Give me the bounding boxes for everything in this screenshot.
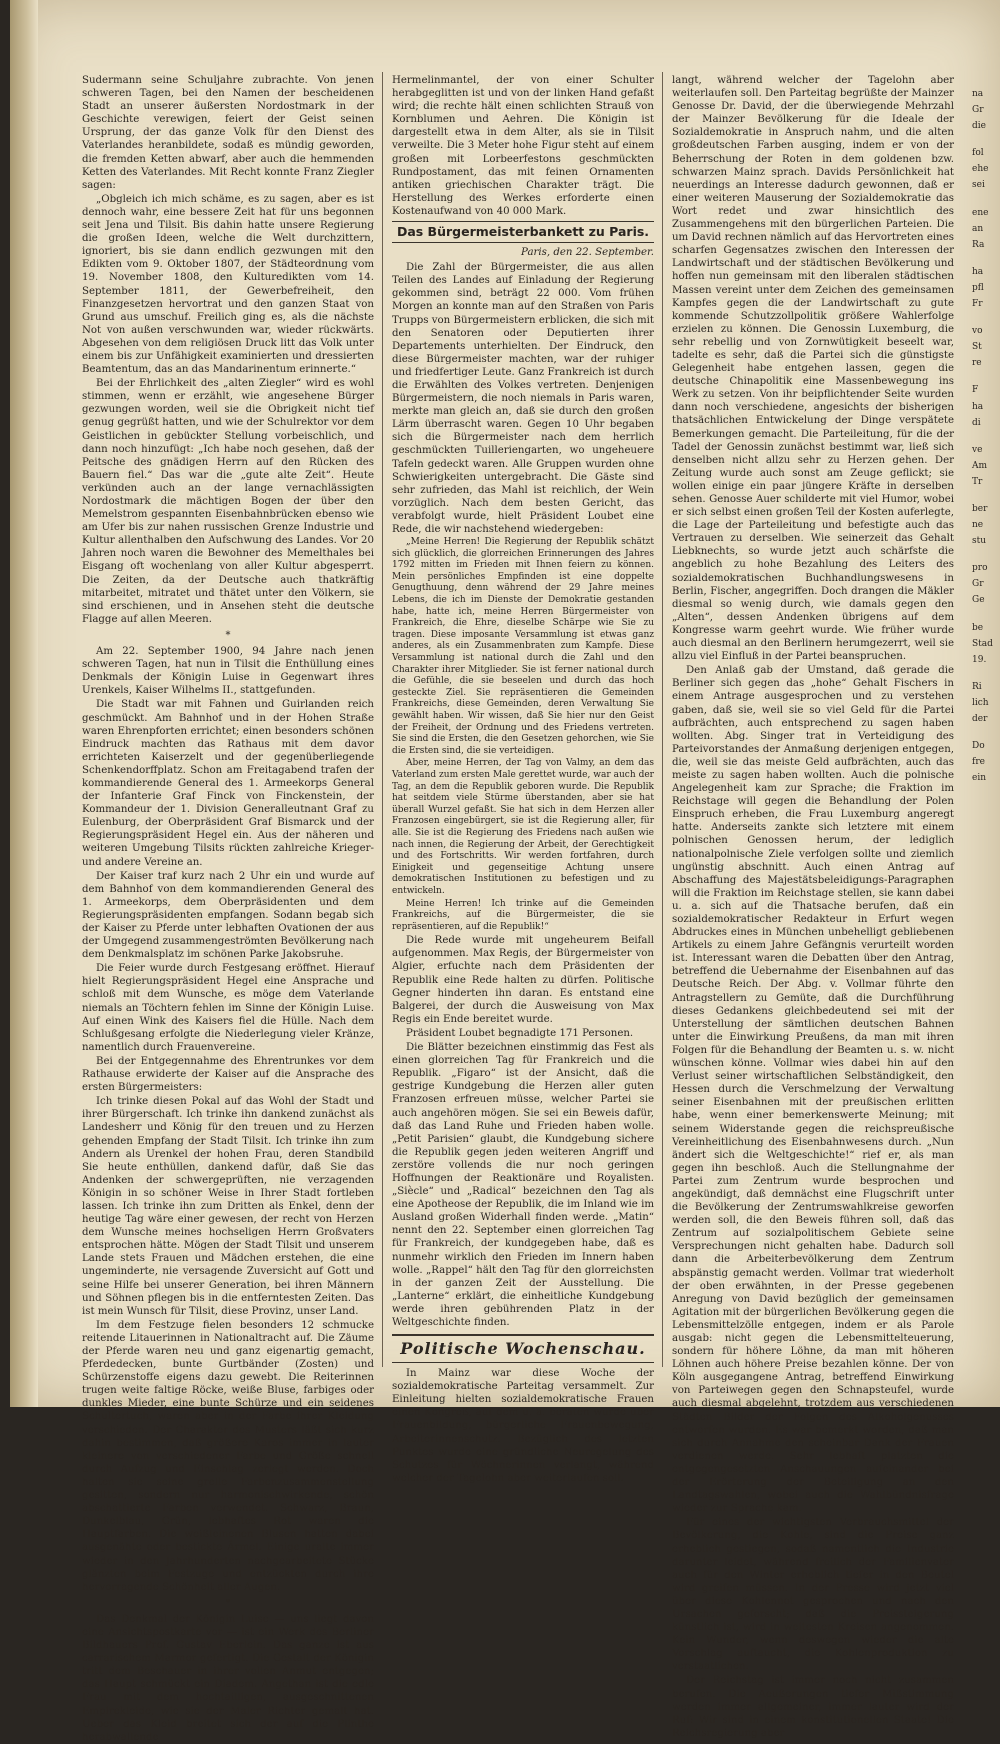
edge-fragment: ehe <box>972 164 989 175</box>
edge-fragment: an <box>972 223 984 234</box>
col3-paragraph: Den Anlaß gab der Umstand, daß gerade die Berliner sich gegen das „hohe“ Gehalt Fischers in einem Antrage ausgesprochen und zu verstehen gaben, daß sie, weil sie so viel Geld für die Partei aufbrächten, auch entsprechend zu sagen haben wollten. Abg. Singer trat in Verteidigung des Parteivorstandes der Anmaßung derjenigen entgegen, die, weil sie das meiste Geld aufbrächten, auch das meiste zu sagen haben wollten. Auch die polnische Angelegenheit kam zur Sprache; die Fraktion im Reichstage will gegen die Behandlung der Polen Einspruch erheben, die Frau Luxemburg angeregt hatte. Anderseits zankte sich letztere mit einem polnischen Genossen herum, der lediglich nationalpolnische Ziele verfolgen sollte und ziemlich ungünstig abschnitt. Auch einen Antrag auf Abschaffung des Majestätsbeleidigungs-Paragraphen will die Fraktion im Reichstage stellen, sie kann dabei u. a. sich auf die Thatsache berufen, daß ein sozialdemokratischer Redakteur in Erfurt wegen Abdruckes eines in München unbehelligt gebliebenen Artikels zu einem Jahre Gefängnis verurteilt worden ist. Interessant waren die Debatten über den Antrag, betreffend die Uebernahme der Eisenbahnen auf das Deutsche Reich. Der Abg. v. Vollmar führte den Antragstellern zu Gemüte, daß die Durchführung dieses Gedankens gleichbedeutend sei mit der Unterstellung der sämtlichen deutschen Bahnen unter die Einwirkung Preußens, da man mit ihren Folgen für die Behandlung der Beamten u. s. w. nicht wünschen könne. Vollmar wies dabei hin auf den Verlust seiner wirtschaftlichen Selbständigkeit, den Hessen durch die Verschmelzung der Verwaltung seiner Eisenbahnen mit der preußischen erlitten habe, wenn einer bemerkenswerte Meinung; mit seinem Widerstande gegen die reichspreußische Vereinheitlichung des Eisenbahnwesens durch. „Nun ändert sich die Weltgeschichte!“ rief er, als man gegen ihn beschloß. Auch die Stellungnahme der Partei zum Zentrum wurde besprochen und angekündigt, daß demnächst eine Flugschrift unter die Bevölkerung der Zentrumswahlkreise geworfen werden soll, die den Beweis führen soll, daß das Zentrum auf sozialpolitischem Gebiete seine Versprechungen nicht gehalten habe. Dadurch soll dann die Arbeiterbevölkerung dem Zentrum abspänstig gemacht werden. Vollmar trat wiederholt der oben erwähnten, in der Presse gegebenen Anregung von David bezüglich der gemeinsamen Agitation mit der bürgerlichen Bevölkerung gegen die Lebensmittelzölle entgegen, indem er als Parole ausgab: nicht gegen die Lebensmittelteuerung, sondern für höhere Löhne, da man mit höheren Löhnen auch höhere Preise bezahlen könne. Der von Köln ausgegangene Antrag, betreffend Einwirkung von Parteiwegen gegen den Schnapsteufel, wurde auch diesmal abgelehnt, trotzdem aus verschiedenen Städten Bilder der Folgen des Alkoholgenusses entworfen wurden. Es war bemerkt worden, daß man sich durch Annahme den scheinbar Dank der Frauen verdienen werde. Sehr lebhaft platzten die entgegengesetzten Anschauungen aufeinander bei der Erörterung der Beteiligung an den Landtagswahlen, wobei auch die Wahlbündnisfrage wieder zur Sprache kam. <box>672 665 954 1515</box>
edge-fragment: ein <box>972 773 987 784</box>
column-rule-1 <box>382 72 383 1367</box>
edge-fragment: pro <box>972 563 988 574</box>
section-heading-buergermeisterbankett: Das Bürgermeisterbankett zu Paris. <box>392 221 654 243</box>
col1-paragraph: Die Feier wurde durch Festgesang eröffnet. Hierauf hielt Regierungspräsident Hegel eine Ansprache und schloß mit dem Wunsche, es möge dem Vaterlande niemals an Töchtern fehlen im Sinne der Königin Luise. Auf einen Wink des Kaisers fiel die Hülle. Nach dem Schlußgesang erfolgte die Niederlegung vieler Kränze, namentlich durch Frauenvereine. <box>82 963 374 1053</box>
edge-fragment: na <box>972 89 984 99</box>
adjacent-page-edge-fragments <box>972 74 998 1364</box>
edge-fragment: Gr <box>972 105 984 116</box>
newspaper-page <box>10 0 1000 1743</box>
edge-fragment: re <box>972 358 982 369</box>
page-binding-edge <box>10 0 38 1407</box>
edge-fragment: lich <box>972 697 989 708</box>
col1-paragraph: Die Stadt war mit Fahnen und Guirlanden reich geschmückt. Am Bahnhof und in der Hohen Straße waren Ehrenpforten errichtet; einen besonders schönen Eindruck machten das Rathaus mit dem davor errichteten Kaiserzelt und der gegenüberliegende Schenkendorffplatz. Schon am Freitagabend trafen der kommandierende General des 1. Armeekorps General der Infanterie Graf Finck von Finckenstein, der Kommandeur der 1. Division Generalleutnant Graf zu Eulenburg, der Oberpräsident Graf Bismarck und der Regierungspräsident Hegel ein. Aus der näheren und weiteren Umgebung Tilsits rückten zahlreiche Krieger- und andere Vereine an. <box>82 699 374 868</box>
edge-fragment: Fr <box>972 299 983 310</box>
col2-paragraph: Die Blätter bezeichnen einstimmig das Fest als einen glorreichen Tag für Frankreich und die Republik. „Figaro“ ist der Ansicht, daß die gestrige Kundgebung die Herzen aller guten Franzosen erfreuen müsse, welcher Partei sie auch angehören mögen. Sie sei ein Beweis dafür, daß das Land Ruhe und Frieden haben wolle. „Petit Parisien“ glaubt, die Kundgebung sichere die Republik gegen jeden weiteren Angriff und zerstöre vollends die nur noch geringen Hoffnungen der Reaktionäre und Royalisten. „Siècle“ und „Radical“ bezeichnen den Tag als eine Apotheose der Republik, die im Inland wie im Ausland großen Widerhall finden werde. „Matin“ nennt den 22. September einen glorreichen Tag für Frankreich, der kundgegeben habe, daß es nunmehr wirklich den Frieden im Innern haben wolle. „Rappel“ hält den Tag für den glorreichsten in der ganzen Zeit der Ausstellung. Die „Lanterne“ erklärt, die einheitliche Kundgebung werde ihren gebührenden Platz in der Weltgeschichte finden. <box>392 1042 654 1328</box>
col1-paragraph: Der Kaiser traf kurz nach 2 Uhr ein und wurde auf dem Bahnhof von dem kommandierenden General des 1. Armeekorps, dem Oberpräsidenten und dem Regierungspräsidenten empfangen. Sodann begab sich der Kaiser zu Pferde unter lebhaften Ovationen der aus der Umgegend zusammengeströmten Bevölkerung nach dem Denkmalsplatz im schönen Parke Jakobsruhe. <box>82 870 374 961</box>
col2-paragraph: Die Rede wurde mit ungeheurem Beifall aufgenommen. Max Regis, der Bürgermeister von Algier, erfuchte nach dem Präsidenten der Republik eine Rede halten zu dürfen. Politische Gegner hinderten ihn daran. Es entstand eine Balgerei, der durch die Ausweisung von Max Regis ein Ende bereitet wurde. <box>392 935 654 1025</box>
col2-paragraph: Präsident Loubet begnadigte 171 Personen. <box>406 1027 634 1039</box>
col1-paragraph: Das Denkmal der Königin Luise — uns liegt davon eine Ansichtspostkarte vor — ist ein Werk des Berliner Bildhauers Prof. Gustav Eberlein. Das ganze ist aus carrarischem Marmor gefertigt. Die Gestalt der Königin tritt dem Beschauer in ihrer vollen Anmut entgegen; das Haupt schmückt ein Diadem. Angethan ist die edle Frau mit dem hochtailligen, ausgeschnittenen Empirekleide, wie sie der Maler Richter gemalt hat. Ueber das Kleid breitet sich der auf die Plinthe herabwallende <box>82 1613 374 1743</box>
col1-paragraph: Sudermann seine Schuljahre zubrachte. Von jenen schweren Tagen, bei den Namen der bescheidenen Stadt an unserer äußersten Nordostmark in der Geschichte verewigen, feiert der Geist seinen Ursprung, der das ganze Volk für den Dienst des Vaterlandes heranbildete, sodaß es mündig geworden, die fremden Ketten abwarf, aber auch die hemmenden Ketten des Vaterlandes. Mit Recht konnte Franz Ziegler sagen: <box>82 75 374 191</box>
column-2 <box>392 74 654 1484</box>
edge-fragment: Am <box>972 460 988 471</box>
edge-fragment: Ge <box>972 595 985 606</box>
edge-fragment: sei <box>972 180 985 191</box>
edge-fragment: Stad <box>972 638 993 649</box>
edge-fragment: Gr <box>972 579 984 590</box>
speech-paragraph: Meine Herren! Ich trinke auf die Gemeinden Frankreichs, auf die Bürgermeister, die sie repräsentieren, auf die Republik!“ <box>392 898 654 932</box>
edge-fragment: ne <box>972 520 984 531</box>
dateline: Paris, den 22. September. <box>521 247 654 259</box>
edge-fragment: be <box>972 622 984 633</box>
edge-fragment: St <box>972 342 982 353</box>
col1-paragraph: Bei der Ehrlichkeit des „alten Ziegler“ wird es wohl stimmen, wenn er erzählt, wie angesehene Bürger gezwungen worden, weil sie die Obrigkeit nicht tief genug gegrüßt hatten, und wie der Schulrektor vor dem Geistlichen in gebückter Stellung vorbeischlich, und dann noch hinzufügt: „Ich habe noch gesehen, daß der Peitsche des gnädigen Herrn auf den Rücken des Bauern fiel.“ Das war die „gute alte Zeit“. Heute verkünden auch an der lange vernachlässigten Nordostmark die mächtigen Bogen der über den Memelstrom gespannten Eisenbahnbrücken ebenso wie am Ufer bis zur nahen russischen Grenze Industrie und Kultur allenthalben den Aufschwung des Landes. Vor 20 Jahren noch waren die Bewohner des Memelthales bei Eisgang oft wochenlang von aller Kultur abgesperrt. Die Zeiten, da der Deutsche auch thatkräftig mitarbeitet, mitratet und thätet unter den Völkern, sie sind erschienen, und in Ansehen steht die deutsche Flagge auf allen Meeren. <box>82 378 374 625</box>
edge-fragment: 19. <box>972 654 987 665</box>
col2-paragraph: Hermelinmantel, der von einer Schulter herabgeglitten ist und von der linken Hand gefaßt wird; die rechte hält einen schlichten Strauß von Kornblumen und Aehren. Die Königin ist dargestellt etwa in dem Alter, als sie in Tilsit verweilte. Die 3 Meter hohe Figur steht auf einem großen mit Lorbeerfestons geschmückten Rundpostament, das mit feinen Ornamenten antiken griechischen Charakter trägt. Die Herstellung des Werkes erforderte einen Kostenaufwand von 40 000 Mark. <box>392 75 654 217</box>
edge-fragment: der <box>972 714 988 724</box>
edge-fragment: ha <box>972 401 984 412</box>
col1-paragraph: Im dem Festzuge fielen besonders 12 schmucke reitende Litauerinnen in Nationaltracht auf. Die Zäume der Pferde waren neu und ganz eigenartig gemacht, Pferdedecken, bunte Gurtbänder (Zosten) und Schürzenstoffe eigens dazu gewebt. Die Reiterinnen trugen weite faltige Röcke, weiße Bluse, farbiges oder dunkles Mieder, eine bunte Schürze und ein seidenes Schultertuch, waren aber in der Farbe ihrer Kleidung verschieden. Der Charakter des Musters läßt sich kurz dahin bestimmen, daß größere Karos immer in lauter kleinere von verschiedener Farbe und Größe schnell durch Aufzug und Einschlag zerlegt werden. Doch halten sie seine grelle Farbenzusammenstellung gesitten, sondern nur harmonischwirkende, schön abschattierte Farben verwendet. Schwarz, Braun, Dunkelblau, Grün, lebhaftes Rot waren die Hauptfarben. Die weißleinenen Blusen hatten dabei ausgenähte oder bestickte Ärmel. Einige uralte immer wieder in den Jahrhunderten nachgearbeitete Stücke glänzten beim Festzuge und entzückten durch ihre hervorragende Schönheit aller Augen. <box>82 1319 374 1593</box>
col2-paragraph: Die Zahl der Bürgermeister, die aus allen Teilen des Landes auf Einladung der Regierung gekommen sind, beträgt 22 000. Vom frühen Morgen an konnte man auf den Straßen von Paris Trupps von Bürgermeistern erblicken, die sich mit den Senatoren oder Deputierten ihrer Departements unterhielten. Der Eindruck, den diese Bürgermeister machten, war der ruhiger und friedfertiger Leute. Ganz Frankreich ist durch die Erwählten des Volkes vertreten. Denjenigen Bürgermeistern, die noch niemals in Paris waren, merkte man gleich an, daß sie durch den großen Lärm überrascht waren. Gegen 10 Uhr begaben sich die Bürgermeister nach dem herrlich geschmückten Tuilleriengarten, wo ungeheuere Tafeln gedeckt waren. Alle Gruppen wurden ohne Schwierigkeiten untergebracht. Die Gäste sind sehr zufrieden, das Mahl ist reichlich, der Wein vorzüglich. Nach dem besten Gericht, das verabfolgt wurde, hielt Präsident Loubet eine Rede, die wir nachstehend wiedergeben: <box>392 262 654 535</box>
edge-fragment: fol <box>972 148 984 159</box>
edge-fragment: die <box>972 121 986 132</box>
col3-paragraph: langt, während welcher der Tagelohn aber weiterlaufen soll. Den Parteitag begrüßte der Mainzer Genosse Dr. David, der die überwiegende Mehrzahl der Mainzer Bevölkerung für die Ideale der Sozialdemokratie in Anspruch nahm, und die alten großdeutschen Farben ausging, indem er von der Beherrschung der Roten in dem goldenen bzw. schwarzen Mainz sprach. Davids Persönlichkeit hat neuerdings an Interesse dadurch gewonnen, daß er einer weiteren Mauserung der Sozialdemokratie das Wort redet und zwar hinsichtlich des Zusammengehens mit den bürgerlichen Parteien. Die um David rechnen nämlich auf das Hervortreten eines scharfen Gegensatzes zwischen den Interessen der Landwirtschaft und der städtischen Bevölkerung und hoffen nun gemeinsam mit den liberalen städtischen Massen vereint unter dem Zeichen des gemeinsamen Kampfes gegen die der Landwirtschaft zu gute kommende Schutzzollpolitik größere Wahlerfolge erzielen zu können. Die Genossin Luxemburg, die sehr rebellig und von Zornwütigkeit beseelt war, tadelte es sehr, daß die Partei sich die günstigste Gelegenheit habe entgehen lassen, gegen die deutsche Chinapolitik eine Massenbewegung ins Werk zu setzen. Von ihr beipflichtender Seite wurden dann noch verschiedene, angesichts der bisherigen thatsächlichen Entwickelung der Dinge verspätete Bemerkungen gemacht. Die Parteileitung, für die der Tadel der Genossin zunächst bestimmt war, ließ sich denselben nicht allzu sehr zu Herzen gehen. Der Zeitung wurde auch sonst am Zeuge geflickt; sie wollen einige ein paar jüngere Kräfte in derselben sehen. Genosse Auer schilderte mit viel Humor, wobei er sich selbst einen großen Teil der Kosten auferlegte, die Lage der Parteileitung und befestigte auch das Vertrauen zu derselben. Wie seinerzeit das Gehalt Liebknechts, so wurde jetzt auch schärfste die angeblich zu hohe Bezahlung des Leiters des sozialdemokratischen Buchhandlungswesens in Berlin, Fischer, angegriffen. Doch drangen die Mäkler diesmal so wenig durch, wie damals gegen den „Alten“, dessen Andenken übrigens auf dem Kongresse warm geehrt wurde. Wie früher wurde auch diesmal an den Berlinern herumgezerrt, weil sie allzu viel Einfluß in der Partei beanspruchen. <box>672 75 954 663</box>
edge-fragment: fre <box>972 757 985 768</box>
edge-fragment: F <box>972 385 979 396</box>
column-1 <box>82 74 374 1743</box>
col3-paragraph: Für eines der wichtigsten Verbrauchsmittel der Bevölkerung, die Kohle, sind die Preise ganz erheblich gestiegen, sodaß namentlich die Industrie darunter leidet, während freilich der Familienvater auch für den Winter erheblich tiefer in den Beutel wird greifen müssen. In der Presse wird jetzt viel über diese Kohlennot gesprochen und nach den Ursachen geforscht; daß die Preissteigerung künstlich ist, wird in weitesten Kreisen angenommen. Kein Wunder, wenn deswegen wieder die alte Vorschlag auftaucht, die Kohlenproduktion zu verstaatlichen. <box>672 1517 954 1673</box>
edge-fragment: ha <box>972 266 984 277</box>
edge-fragment: ve <box>972 444 983 455</box>
edge-fragment: Ri <box>972 681 982 692</box>
edge-fragment: Tr <box>972 476 983 487</box>
col1-kaiser-speech: Ich trinke diesen Pokal auf das Wohl der Stadt und ihrer Bürgerschaft. Ich trinke ihn dankend zunächst als Landesherr und König für den treuen und zu Herzen gehenden Empfang der Stadt Tilsit. Ich trinke ihn zum Andern als Urenkel der hohen Frau, deren Standbild Sie heute enthüllen, dankend dafür, daß Sie das Andenken der schwergeprüften, nie verzagenden Königin in so schöner Weise in Ihrer Stadt fortleben lassen. Ich trinke ihn zum Dritten als Enkel, denn der heutige Tag wäre einer gewesen, der recht von Herzen dem Wunsche meines hochseligen Herrn Großvaters entsprochen hätte. Mögen der Stadt Tilsit und unserem Lande stets Frauen und Mädchen erstehen, die eine ungeminderte, nie versagende Zuversicht auf Gott und seine Hilfe bei unserer Generation, bei ihren Männern und Söhnen pflegen bis in die entferntesten Zeiten. Das ist mein Wunsch für Tilsit, diese Provinz, unser Land. <box>82 1096 374 1317</box>
edge-fragment: stu <box>972 536 987 547</box>
col3-paragraph: Der Reichstag ist immer noch nicht zusammen berufen. Die Aeußerungen tiefer Mißstimmung werden immer allgemeiner, immer lauter wird der Ruf: Wir sind in einem konstitutionellen Staate! Die Reichsregierung aber <box>672 1675 954 1739</box>
col1-quote: „Obgleich ich mich schäme, es zu sagen, aber es ist dennoch wahr, eine bessere Zeit hat für uns begonnen seit Jena und Tilsit. Bis dahin hatte unsere Regierung die großen Ideen, welche die Welt durchzittern, ignoriert, bis sie dann endlich gezwungen mit den Edikten vom 9. Oktober 1807, der Städteordnung vom 19. November 1808, den Kulturedikten vom 14. September 1811, der Gewerbefreiheit, den Finanzgesetzen hervortrat und den ganzen Staat von Grund aus umschuf. Freilich ging es, als die nächste Not von außen verschwunden war, wieder rückwärts. Abgesehen von dem religiösen Druck litt das Volk unter einem bis zur Unfähigkeit examinierten und dressierten Beamtentum, das an das Mandarinentum erinnerte.“ <box>82 193 374 376</box>
col1-paragraph: Am 22. September 1900, 94 Jahre nach jenen schweren Tagen, hat nun in Tilsit die Enthüllung eines Denkmals der Königin Luise in Gegenwart ihres Urenkels, Kaiser Wilhelms II., stattgefunden. <box>82 646 374 697</box>
edge-fragment: ber <box>972 503 988 514</box>
edge-fragment: ene <box>972 207 989 218</box>
edge-fragment: vo <box>972 326 983 337</box>
edge-fragment: pfl <box>972 282 984 293</box>
column-3 <box>672 74 954 1739</box>
section-heading-politische-wochenschau: Politische Wochenschau. <box>392 1334 654 1363</box>
speech-paragraph: Aber, meine Herren, der Tag von Valmy, an dem das Vaterland zum ersten Male gerettet wurde, war auch der Tag, an dem die Republik geboren wurde. Die Republik hat seitdem viele Stürme überstanden, aber sie hat überall Wurzel gefaßt. Sie hat sich in dem Herzen aller Franzosen eingebürgert, sie ist die Regierung aller, für alle. Sie ist die Regierung des Friedens nach außen wie nach innen, die Regierung der Arbeit, der Gerechtigkeit und des Fortschritts. Wir werden fortfahren, durch Einigkeit und gegenseitige Achtung unsere demokratischen Institutionen zu befestigen und zu entwickeln. <box>392 758 654 896</box>
section-separator-star: * <box>225 629 231 641</box>
col1-paragraph: Bei der Entgegennahme des Ehrentrunkes vor dem Rathause erwiderte der Kaiser auf die Ansprache des ersten Bürgermeisters: <box>82 1055 374 1094</box>
section-separator-star: * <box>225 1597 231 1609</box>
column-rule-2 <box>662 72 663 1367</box>
edge-fragment: Do <box>972 741 985 752</box>
edge-fragment: di <box>972 417 981 428</box>
speech-paragraph: „Meine Herren! Die Regierung der Republik schätzt sich glücklich, die glorreichen Erinnerungen des Jahres 1792 mitten im Frieden mit Ihnen feiern zu können. Mein persönliches Empfinden ist eine doppelte Genugthuung, denn während der 29 Jahre meines Lebens, die ich im Dienste der Demokratie gestanden habe, hatte ich, meine Herren Bürgermeister von Frankreich, die Ehre, dieselbe Schärpe wie Sie zu tragen. Diese imposante Versammlung ist etwas ganz anderes, als ein Zusammenbraten zum Kampfe. Diese Versammlung ist national durch die Zahl und den Charakter ihrer Mitglieder. Sie ist ferner national durch die Gefühle, die sie beseelen und durch das hoch gesteckte Ziel. Sie repräsentieren die Gemeinden Frankreichs, diese Gemeinden, deren Verwaltung Sie gewählt haben. Wir wissen, daß Sie hier nur den Geist der Freiheit, der Ordnung und des Friedens vertreten. Sie sind die Ersten, die den Gesetzen gehorchen, wie Sie die Ersten sind, die sie verteidigen. <box>392 537 654 756</box>
edge-fragment: Ra <box>972 239 985 250</box>
col2-paragraph: In Mainz war diese Woche der sozialdemokratische Parteitag versammelt. Zur Einleitung hielten sozialdemokratische Frauen einen Kongreß, auf dem u. a. beraten wurde über Frauenbildung, bürgerliche Frauenbewegung, Arbeiterinnenschutz. Bezüglich des letzten Punktes wurde eine gründliche Neuregelung des Schutzes für Wöchnerinnen verlangt, während welcher der Tagelohn aber weiterlaufen soll. <box>392 1368 654 1484</box>
